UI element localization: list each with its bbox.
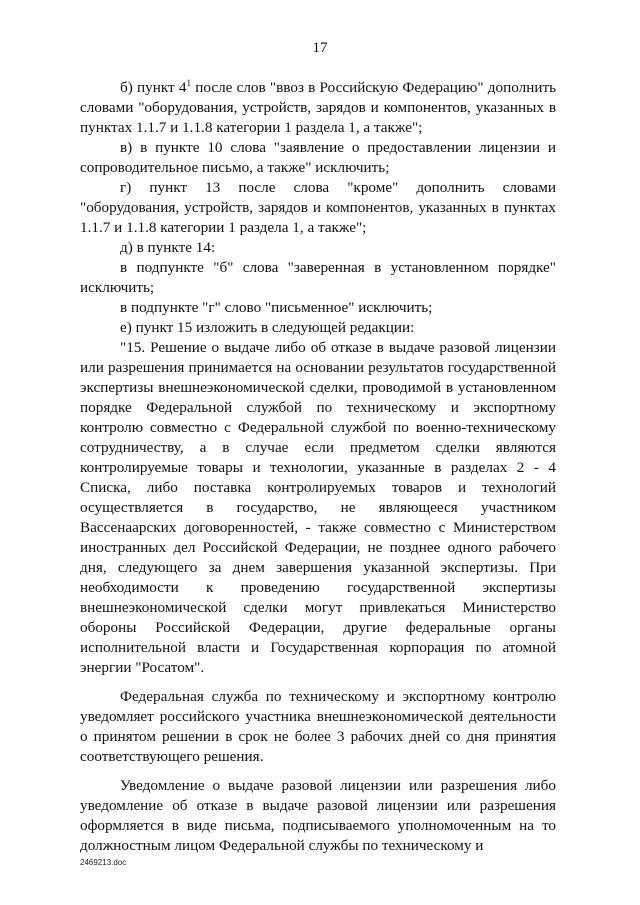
paragraph-e: е) пункт 15 изложить в следующей редакции: [120,319,415,337]
paragraph-g: г) пункт 13 после слова "кроме" дополнить словами "оборудования, устройств, зарядов и компонентов, указанных в пунктах 1.1.7 и 1.1.8 категории 1 раздела 1, а также"; [80,179,556,237]
paragraph-15: "15. Решение о выдаче либо об отказе в выдаче разовой лицензии или разрешения принимается на основании результатов государственной экспертизы внешнеэкономической сделки, проводимой в установленном порядке Федеральной службой по техническому и экспортному контролю совместно с Федеральной службой по военно-техническому сотрудничеству, а в случае если предметом сделки являются контролируемые товары и технологии, указанные в разделах 2 - 4 Списка, либо поставка контролируемых товаров и технологий осуществляется в государство, не являющееся участником Вассенаарских договоренностей, - также совместно с Министерством иностранных дел Российской Федерации, не позднее одного рабочего дня, следующего за днем завершения указанной экспертизы. При необходимости к проведению государственной экспертизы внешнеэкономической сделки могут привлекаться Министерство обороны Российской Федерации, другие федеральные органы исполнительной власти и Государственная корпорация по атомной энергии "Росатом". [80,339,556,677]
paragraph-notification: Федеральная служба по техническому и экспортному контролю уведомляет российского участника внешнеэкономической деятельности о принятом решении в срок не более 3 рабочих дней со дня принятия соответствующего решения. [80,688,556,766]
paragraph-v: в) в пункте 10 слова "заявление о предоставлении лицензии и сопроводительное письмо, а также" исключить; [80,139,556,177]
superscript-1: 1 [186,78,191,88]
paragraph-letter: Уведомление о выдаче разовой лицензии или разрешения либо уведомление об отказе в выдаче разовой лицензии или разрешения оформляется в виде письма, подписываемого уполномоченным на то должностным лицом Федеральной службы по техническому и [80,777,556,855]
page-number: 17 [312,40,328,56]
paragraph-b [80,73,556,138]
footer-filename: 2469213.doc [80,858,127,867]
paragraph-b-rest: после слов "ввоз в Российскую Федерацию" дополнить словами "оборудования, устройств, зарядов и компонентов, указанных в пунктах 1.1.7 и 1.1.8 категории 1 раздела 1, а также"; [80,79,557,137]
paragraph-d-sub-b: в подпункте "б" слова "заверенная в установленном порядке" исключить; [80,259,556,297]
paragraph-d: д) в пункте 14: [120,239,216,257]
paragraph-b-start: б) пункт 4 [120,79,187,97]
paragraph-d-sub-g: в подпункте "г" слово "письменное" исключить; [120,299,433,317]
document-body [80,73,556,856]
